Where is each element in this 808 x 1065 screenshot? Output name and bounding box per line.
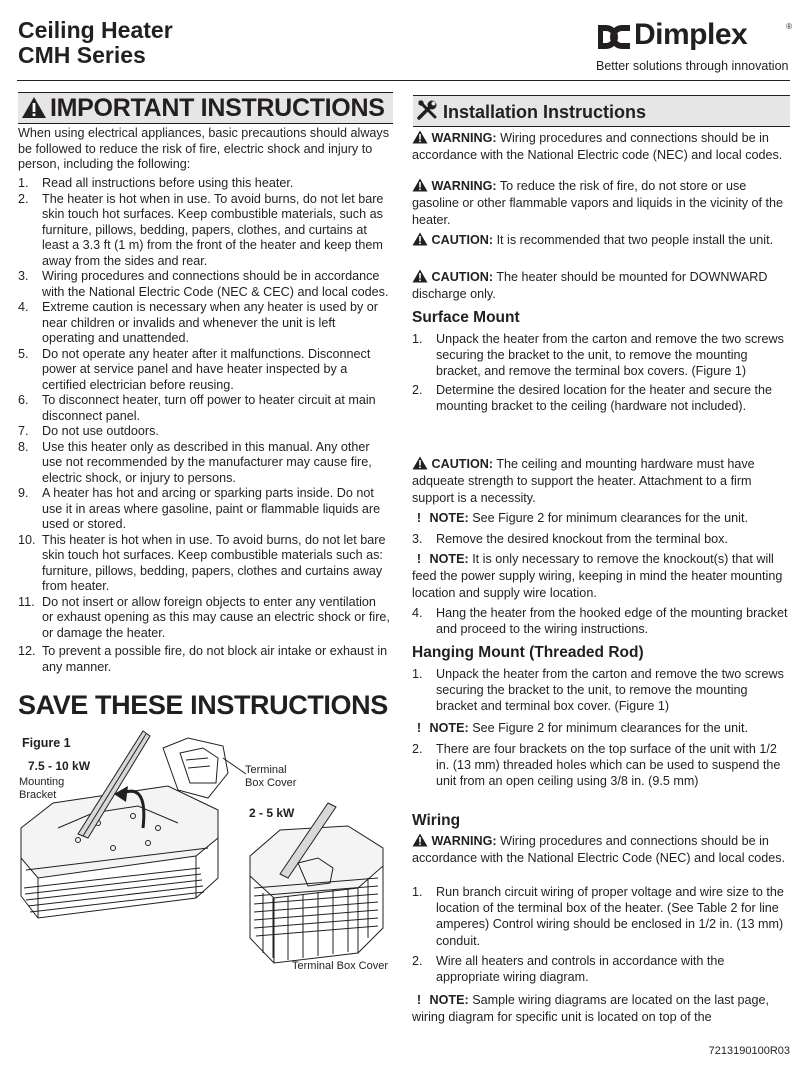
- list-item: 10. This heater is hot when in use. To avoid burns, do not let bare skin touch hot surfaces. Keep combustible materials such as: furniture, pillows, bedding, papers, clothes and curtains away from heater.: [18, 532, 386, 593]
- note-knockout: ! NOTE: It is only necessary to remove the knockout(s) that will feed the power supply wiring, keeping in mind the heater mounting location and supply wire location.: [412, 552, 783, 600]
- figure-1-label: Figure 1: [22, 736, 71, 750]
- list-item: 4. Extreme caution is necessary when any heater is used by or near children or invalids and whenever the unit is left operating and unattended.: [18, 300, 379, 345]
- terminal-box-cover-callout-2: Terminal Box Cover: [292, 960, 388, 972]
- important-instructions-heading: [18, 92, 393, 124]
- hanging-mount-step-1: [412, 666, 790, 717]
- installation-instructions-title: Installation Instructions: [443, 102, 647, 122]
- warning-flammable: WARNING: To reduce the risk of fire, do not store or use gasoline or other flammable vapors and liquids in the vicinity of the heater.: [412, 179, 784, 227]
- figure-1-illustration: [18, 728, 393, 978]
- warning-wiring-2: WARNING: Wiring procedures and connections should be in accordance with the National Electric Code (NEC) and local codes.: [412, 834, 786, 865]
- title-line-1: Ceiling Heater: [18, 17, 173, 43]
- warning-wiring-1: WARNING: Wiring procedures and connections should be in accordance with the National Electric code (NEC) and local codes.: [412, 131, 783, 162]
- save-instructions-heading: SAVE THESE INSTRUCTIONS: [18, 690, 388, 720]
- warning-triangle-icon: [412, 232, 428, 246]
- surface-mount-list: [412, 331, 790, 416]
- warning-triangle-icon: [412, 456, 428, 470]
- list-item: 2. Determine the desired location for the heater and secure the mounting bracket to the ceiling (hardware not included).: [412, 382, 773, 413]
- important-instructions-title: IMPORTANT INSTRUCTIONS: [50, 94, 385, 122]
- warning-triangle-icon: [412, 130, 428, 144]
- document-title: [18, 18, 173, 68]
- brand-registered-mark: ®: [786, 22, 792, 31]
- hanging-mount-heading: Hanging Mount (Threaded Rod): [412, 644, 644, 661]
- caution-downward: CAUTION: The heater should be mounted for DOWNWARD discharge only.: [412, 270, 768, 301]
- caution-ceiling-strength: CAUTION: The ceiling and mounting hardware must have adqueate strength to support the heater. Attachment to a firm support is a necessity.: [412, 457, 755, 505]
- surface-mount-step-4: [412, 605, 790, 639]
- list-item: 2. There are four brackets on the top surface of the unit with 1/2 in. (13 mm) threaded holes which can be used to suspend the unit from an open ceiling using 3/8 in. (9.5 mm): [412, 742, 781, 789]
- safety-intro: When using electrical appliances, basic precautions should always be followed to reduce the risk of fire, electric shock and injury to person, including the following:: [18, 126, 390, 171]
- model-small-label: 2 - 5 kW: [249, 806, 295, 820]
- list-item: 7. Do not use outdoors.: [18, 424, 159, 438]
- list-item: 8. Use this heater only as described in this manual. Any other use not recommended by the manufacturer may cause fire, electric shock, or injury to persons.: [18, 439, 372, 485]
- header-divider: [17, 80, 790, 81]
- safety-list: [18, 176, 390, 675]
- brand-name: Dimplex: [634, 18, 748, 51]
- note-clearances-1: ! NOTE: See Figure 2 for minimum clearances for the unit.: [412, 510, 790, 527]
- warning-triangle-icon: [412, 269, 428, 283]
- installation-instructions-heading: [413, 95, 790, 127]
- title-line-2: CMH Series: [18, 42, 146, 68]
- warning-triangle-icon: [412, 178, 428, 192]
- warning-triangle-icon: [412, 833, 428, 847]
- surface-mount-heading: Surface Mount: [412, 309, 520, 326]
- surface-mount-step-3: [412, 531, 790, 549]
- list-item: 9. A heater has hot and arcing or sparking parts inside. Do not use it in areas where gasoline, paint or flammable liquids are used or stored.: [18, 486, 381, 531]
- list-item: 1. Unpack the heater from the carton and remove the two screws securing the bracket to the unit, to remove the mounting bracket and terminal box cover. (Figure 1): [412, 667, 784, 714]
- note-exclamation-icon: !: [416, 511, 422, 525]
- list-item: 11. Do not insert or allow foreign objects to enter any ventilation or exhaust opening as this may cause an electric shock or fire, or damage the heater.: [18, 594, 390, 640]
- brand-tagline: Better solutions through innovation: [596, 59, 789, 73]
- terminal-box-cover-callout: Terminal Box Cover: [245, 764, 297, 789]
- list-item: 2. The heater is hot when in use. To avoid burns, do not let bare skin touch hot surfaces. Keep combustible materials, such as furniture, pillows, bedding, papers, clothes, and curtains at least a 3.3 ft (1 m) from the front of the heater and keep them away from the sides and rear.: [18, 191, 384, 268]
- mounting-bracket-callout: Mounting Bracket: [19, 776, 65, 801]
- list-item: 1. Read all instructions before using this heater.: [18, 176, 294, 190]
- note-wiring-diagrams: ! NOTE: Sample wiring diagrams are located on the last page, wiring diagram for specific unit is located on top of the: [412, 993, 770, 1024]
- model-large-label: 7.5 - 10 kW: [28, 759, 91, 773]
- list-item: 3. Remove the desired knockout from the terminal box.: [412, 532, 728, 546]
- hanging-mount-step-2: [412, 741, 790, 792]
- list-item: 2. Wire all heaters and controls in accordance with the appropriate wiring diagram.: [412, 953, 725, 985]
- list-item: 5. Do not operate any heater after it malfunctions. Disconnect power at service panel and have heater inspected by a certified electrician before reusing.: [18, 346, 371, 392]
- list-item: 4. Hang the heater from the hooked edge of the mounting bracket and proceed to the wiring instructions.: [412, 606, 788, 637]
- note-exclamation-icon: !: [416, 721, 422, 735]
- note-clearances-2: ! NOTE: See Figure 2 for minimum clearances for the unit.: [412, 720, 790, 737]
- list-item: 1. Run branch circuit wiring of proper voltage and wire size to the location of the terminal box of the heater. (See Table 2 for line amperes) Control wiring should be enclosed in 1/2 in. (13 mm) conduit.: [412, 885, 784, 948]
- dimplex-logo-mark-icon: [596, 22, 632, 52]
- wiring-heading: Wiring: [412, 812, 461, 829]
- list-item: 6. To disconnect heater, turn off power to heater circuit at main disconnect panel.: [18, 393, 376, 423]
- dimplex-logo: [596, 20, 790, 54]
- list-item: 3. Wiring procedures and connections should be in accordance with the National Electric Code (NEC & CEC) and local codes.: [18, 269, 389, 299]
- note-exclamation-icon: !: [416, 552, 422, 566]
- document-number: 7213190100R03: [708, 1045, 790, 1057]
- list-item: 1. Unpack the heater from the carton and remove the two screws securing the bracket to the unit, to remove the mounting bracket, and remove the terminal box covers. (Figure 1): [412, 332, 784, 379]
- list-item: 12. To prevent a possible fire, do not block air intake or exhaust in any manner.: [18, 644, 388, 674]
- note-exclamation-icon: !: [416, 993, 422, 1007]
- warning-triangle-icon: [21, 96, 47, 119]
- tools-icon: [416, 99, 438, 121]
- wiring-list: [412, 884, 790, 987]
- caution-two-people: CAUTION: It is recommended that two people install the unit.: [412, 232, 790, 249]
